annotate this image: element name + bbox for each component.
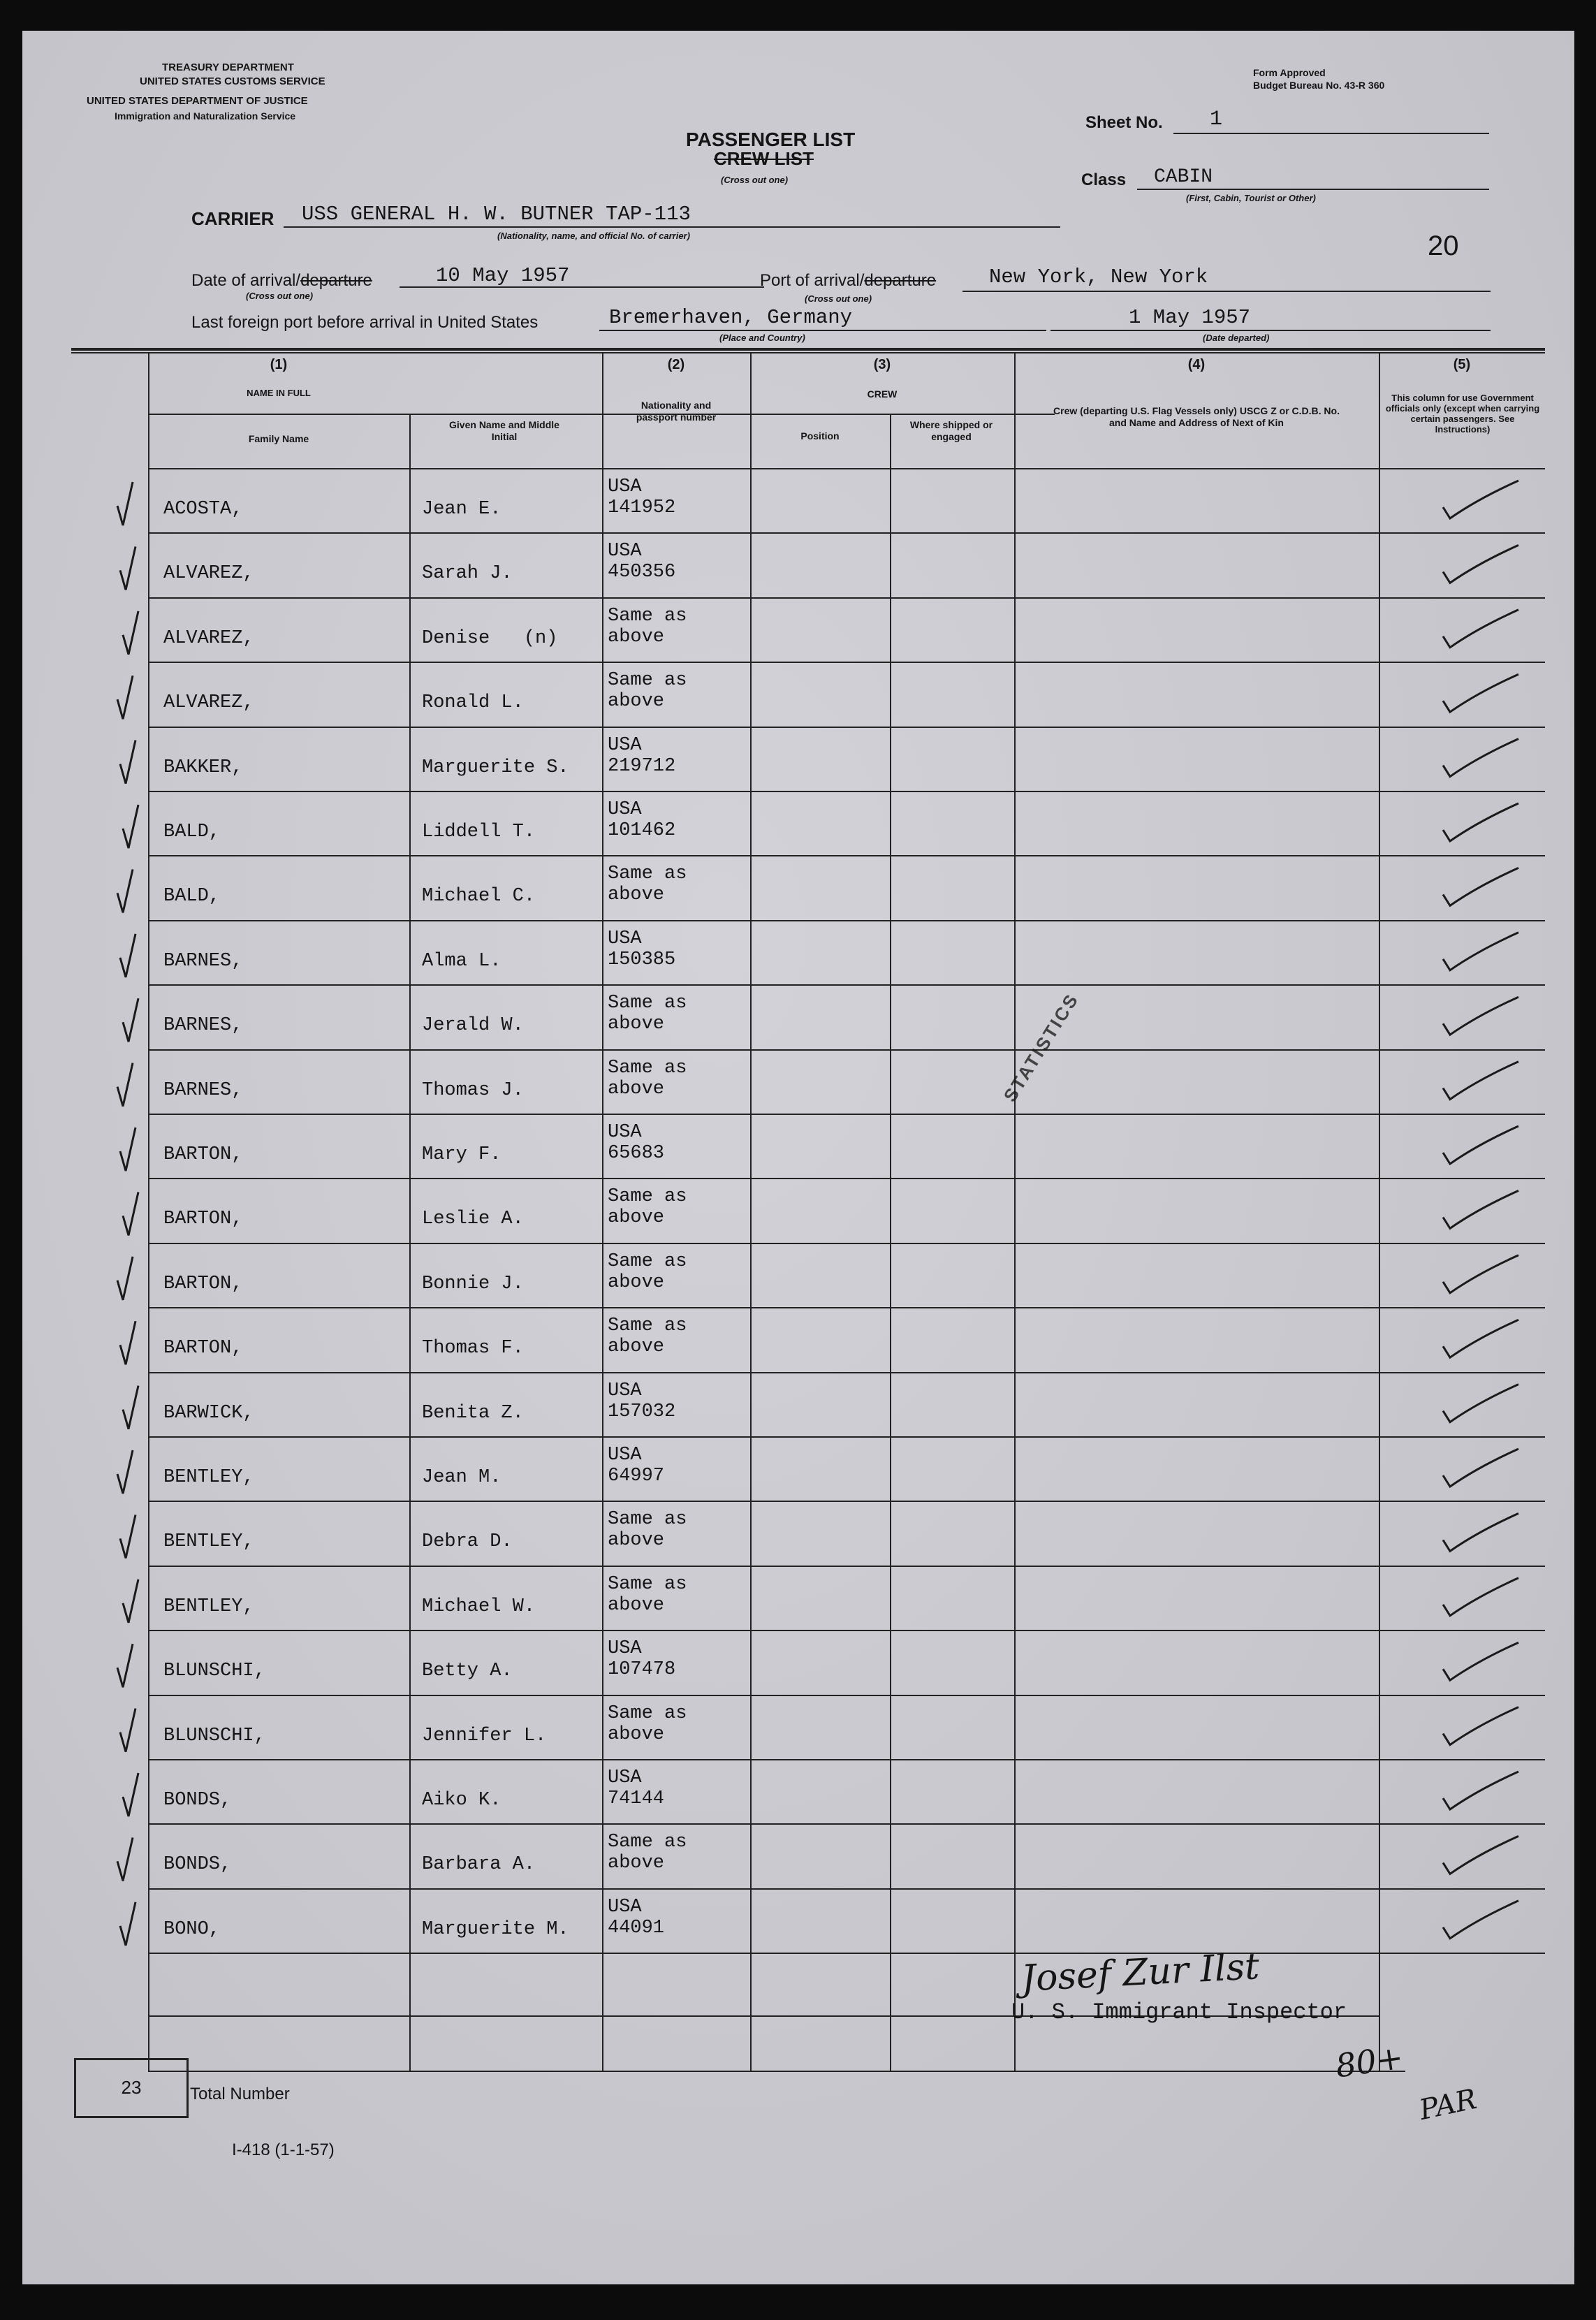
left-check-mark <box>123 1192 138 1235</box>
nationality-cell: Same as <box>608 1315 687 1337</box>
nationality-cell: USA <box>608 734 642 756</box>
passport-cell: above <box>608 1014 665 1035</box>
col3-num: (3) <box>873 357 891 372</box>
margin-mark-2: PAR <box>1416 2082 1480 2127</box>
official-check-mark <box>1443 1190 1518 1228</box>
given-name-cell: Aiko K. <box>422 1790 502 1811</box>
nationality-cell: USA <box>608 1896 642 1918</box>
col2-title: Nationality and passport number <box>636 400 717 423</box>
sheet-no-label: Sheet No. <box>1085 113 1163 132</box>
family-name-cell: BALD, <box>163 886 221 907</box>
left-check-mark <box>117 482 133 525</box>
left-check-mark <box>123 611 138 655</box>
inspector-title: U. S. Immigrant Inspector <box>1011 1999 1347 2025</box>
col4-num: (4) <box>1187 357 1206 372</box>
family-name-cell: BARNES, <box>163 1015 243 1037</box>
official-check-mark <box>1443 1255 1518 1293</box>
given-name-cell: Marguerite S. <box>422 757 569 778</box>
col5-title: This column for use Government officials only (except when carrying certain passengers. See Instructions) <box>1385 393 1540 435</box>
port-arrival-note: (Cross out one) <box>805 293 872 304</box>
family-name-cell: ALVAREZ, <box>163 563 254 585</box>
official-check-mark <box>1443 610 1518 648</box>
passport-cell: 141952 <box>608 497 676 518</box>
passport-cell: above <box>608 1207 665 1229</box>
official-check-mark <box>1443 1385 1518 1422</box>
left-check-mark <box>117 1837 133 1881</box>
given-name-cell: Liddell T. <box>422 822 536 842</box>
date-arrival-label: Date of arrival/departure <box>191 271 372 290</box>
given-name-cell: Thomas J. <box>422 1079 524 1101</box>
left-check-mark <box>123 805 138 848</box>
given-name-cell: Benita Z. <box>422 1402 524 1424</box>
form-title: PASSENGER LIST <box>686 129 856 150</box>
left-check-mark <box>117 1644 133 1687</box>
nationality-cell: Same as <box>608 1186 687 1208</box>
nationality-cell: USA <box>608 799 642 820</box>
family-name-cell: BLUNSCHI, <box>163 1725 265 1746</box>
family-name-cell: BONO, <box>163 1918 221 1940</box>
carrier-note: (Nationality, name, and official No. of carrier) <box>497 231 690 241</box>
carrier-value: USS GENERAL H. W. BUTNER TAP-113 <box>302 203 691 226</box>
given-name-cell: Leslie A. <box>422 1209 524 1230</box>
passport-cell: above <box>608 691 665 713</box>
family-name-cell: BONDS, <box>163 1790 232 1811</box>
official-check-mark <box>1443 739 1518 777</box>
family-name-cell: BARTON, <box>163 1338 243 1359</box>
passport-cell: 44091 <box>608 1917 665 1939</box>
official-check-mark <box>1443 1320 1518 1357</box>
official-check-mark <box>1443 1126 1518 1164</box>
col1-title: NAME IN FULL <box>247 388 311 398</box>
left-check-mark <box>120 1128 136 1171</box>
nationality-cell: USA <box>608 928 642 949</box>
family-name-cell: ALVAREZ, <box>163 692 254 714</box>
family-name-cell: ACOSTA, <box>163 499 243 520</box>
family-name-cell: BARNES, <box>163 1079 243 1101</box>
official-check-mark <box>1443 545 1518 583</box>
passport-cell: 450356 <box>608 562 676 583</box>
nationality-cell: USA <box>608 1445 642 1466</box>
nationality-cell: Same as <box>608 1057 687 1079</box>
nationality-cell: Same as <box>608 863 687 885</box>
left-check-mark <box>117 1257 133 1300</box>
family-name-cell: BARTON, <box>163 1144 243 1165</box>
margin-mark-1: 80+ <box>1333 2038 1406 2085</box>
nationality-cell: Same as <box>608 1573 687 1595</box>
left-check-mark <box>120 1902 136 1946</box>
nationality-cell: USA <box>608 1380 642 1401</box>
given-name-cell: Jean M. <box>422 1467 502 1488</box>
left-check-mark <box>123 1580 138 1623</box>
nationality-cell: Same as <box>608 1250 687 1272</box>
last-port-value: Bremerhaven, Germany <box>609 306 853 329</box>
official-check-mark <box>1443 1578 1518 1616</box>
given-name-cell: Marguerite M. <box>422 1918 569 1940</box>
col3-title: CREW <box>867 388 898 400</box>
given-name-cell: Bonnie J. <box>422 1273 524 1294</box>
family-name-cell: BENTLEY, <box>163 1467 254 1488</box>
last-port-label: Last foreign port before arrival in United States <box>191 313 539 332</box>
nationality-cell: USA <box>608 1638 642 1660</box>
passport-cell: above <box>608 1078 665 1100</box>
nationality-cell: Same as <box>608 993 687 1014</box>
left-check-mark <box>120 1709 136 1752</box>
col5-num: (5) <box>1453 357 1471 372</box>
given-name-cell: Denise (n) <box>422 627 558 649</box>
passport-cell: above <box>608 1723 665 1745</box>
annotation-number: 20 <box>1428 231 1459 261</box>
official-check-mark <box>1443 997 1518 1035</box>
nationality-cell: USA <box>608 541 642 562</box>
official-check-mark <box>1443 1513 1518 1551</box>
left-check-mark <box>120 740 136 784</box>
cross-out-note: (Cross out one) <box>721 175 789 185</box>
left-check-mark <box>117 676 133 719</box>
left-check-mark <box>117 1063 133 1107</box>
left-check-mark <box>123 1773 138 1816</box>
passport-cell: above <box>608 1336 665 1358</box>
family-name-cell: BARWICK, <box>163 1402 254 1424</box>
official-check-mark <box>1443 933 1518 970</box>
official-check-mark <box>1443 1449 1518 1487</box>
official-check-mark <box>1443 1772 1518 1809</box>
left-check-mark <box>117 1450 133 1494</box>
given-name-cell: Thomas F. <box>422 1338 524 1359</box>
passport-cell: above <box>608 884 665 906</box>
col-family-name: Family Name <box>248 433 309 444</box>
family-name-cell: BALD, <box>163 822 221 842</box>
last-port-note: (Place and Country) <box>719 333 805 343</box>
official-check-mark <box>1443 1836 1518 1874</box>
passport-cell: 157032 <box>608 1401 676 1422</box>
crew-list-struck: CREW LIST <box>714 148 814 169</box>
inspection-checkmarks <box>22 31 1574 2284</box>
total-value: 23 <box>121 2077 142 2098</box>
given-name-cell: Ronald L. <box>422 692 524 714</box>
agency-ins: Immigration and Naturalization Service <box>115 110 296 122</box>
port-arrival-value: New York, New York <box>989 265 1208 289</box>
sheet-no-value: 1 <box>1210 108 1223 131</box>
left-check-mark <box>120 1515 136 1558</box>
passport-cell: 74144 <box>608 1788 665 1809</box>
statistics-stamp: STATISTICS <box>999 988 1083 1106</box>
family-name-cell: BENTLEY, <box>163 1531 254 1553</box>
given-name-cell: Michael W. <box>422 1596 536 1617</box>
nationality-cell: USA <box>608 1767 642 1788</box>
class-label: Class <box>1081 170 1127 189</box>
given-name-cell: Alma L. <box>422 950 502 972</box>
nationality-cell: Same as <box>608 605 687 627</box>
official-check-mark <box>1443 803 1518 841</box>
official-check-mark <box>1443 1642 1518 1680</box>
family-name-cell: BLUNSCHI, <box>163 1661 265 1682</box>
passport-cell: 150385 <box>608 949 676 970</box>
passport-cell: above <box>608 1594 665 1616</box>
official-check-mark <box>1443 1901 1518 1939</box>
family-name-cell: BONDS, <box>163 1854 232 1876</box>
passport-cell: above <box>608 1853 665 1874</box>
official-check-mark <box>1443 1707 1518 1745</box>
left-check-mark <box>120 934 136 977</box>
inspector-signature: Josef Zur Ilst <box>1020 1946 1261 2000</box>
passport-cell: above <box>608 626 665 648</box>
date-departed-value: 1 May 1957 <box>1129 306 1251 329</box>
agency-justice: UNITED STATES DEPARTMENT OF JUSTICE <box>87 95 308 107</box>
family-name-cell: BARTON, <box>163 1273 243 1294</box>
col4-title: Crew (departing U.S. Flag Vessels only) USCG Z or C.D.B. No. and Name and Address of Next of Kin <box>1053 405 1340 428</box>
date-departed-note: (Date departed) <box>1203 333 1270 343</box>
passport-cell: 219712 <box>608 755 676 777</box>
col-position: Position <box>800 430 840 442</box>
nationality-cell: Same as <box>608 670 687 692</box>
nationality-cell: USA <box>608 1122 642 1143</box>
passport-cell: above <box>608 1271 665 1293</box>
agency-customs: UNITED STATES CUSTOMS SERVICE <box>140 75 325 87</box>
left-check-mark <box>123 1386 138 1429</box>
left-check-mark <box>120 1321 136 1364</box>
official-check-mark <box>1443 868 1518 905</box>
official-check-mark <box>1443 1062 1518 1100</box>
nationality-cell: USA <box>608 476 642 497</box>
nationality-cell: Same as <box>608 1832 687 1853</box>
passport-cell: 65683 <box>608 1143 665 1164</box>
left-check-mark <box>123 998 138 1042</box>
col2-num: (2) <box>667 357 685 372</box>
form-code: I-418 (1-1-57) <box>232 2140 335 2159</box>
given-name-cell: Jennifer L. <box>422 1725 547 1746</box>
budget-bureau: Budget Bureau No. 43-R 360 <box>1253 80 1385 91</box>
passport-cell: 101462 <box>608 820 676 841</box>
passenger-list-sheet <box>22 31 1574 2284</box>
class-note: (First, Cabin, Tourist or Other) <box>1186 193 1316 203</box>
left-check-mark <box>120 546 136 590</box>
given-name-cell: Jerald W. <box>422 1015 524 1037</box>
date-arrival-note: (Cross out one) <box>246 291 314 301</box>
family-name-cell: BENTLEY, <box>163 1596 254 1617</box>
col-given-name: Given Name and Middle Initial <box>449 419 559 442</box>
col1-num: (1) <box>270 357 288 372</box>
col-shipped: Where shipped or engaged <box>909 419 993 442</box>
class-value: CABIN <box>1154 166 1213 188</box>
nationality-cell: Same as <box>608 1702 687 1724</box>
carrier-label: CARRIER <box>191 208 274 229</box>
date-arrival-value: 10 May 1957 <box>436 264 570 287</box>
given-name-cell: Betty A. <box>422 1661 513 1682</box>
passport-cell: 107478 <box>608 1659 676 1681</box>
port-arrival-label: Port of arrival/departure <box>760 271 937 290</box>
family-name-cell: ALVAREZ, <box>163 627 254 649</box>
official-check-mark <box>1443 481 1518 518</box>
given-name-cell: Mary F. <box>422 1144 502 1165</box>
left-check-mark <box>117 869 133 912</box>
total-label: Total Number <box>190 2085 290 2103</box>
passport-cell: above <box>608 1530 665 1552</box>
total-box <box>74 2058 189 2118</box>
given-name-cell: Sarah J. <box>422 563 513 585</box>
form-approved: Form Approved <box>1253 67 1326 78</box>
given-name-cell: Debra D. <box>422 1531 513 1553</box>
given-name-cell: Michael C. <box>422 886 536 907</box>
official-check-mark <box>1443 674 1518 712</box>
passport-cell: 64997 <box>608 1466 665 1487</box>
family-name-cell: BAKKER, <box>163 757 243 778</box>
family-name-cell: BARNES, <box>163 950 243 972</box>
nationality-cell: Same as <box>608 1509 687 1531</box>
family-name-cell: BARTON, <box>163 1209 243 1230</box>
given-name-cell: Barbara A. <box>422 1854 536 1876</box>
agency-treasury: TREASURY DEPARTMENT <box>162 61 294 73</box>
given-name-cell: Jean E. <box>422 499 502 520</box>
